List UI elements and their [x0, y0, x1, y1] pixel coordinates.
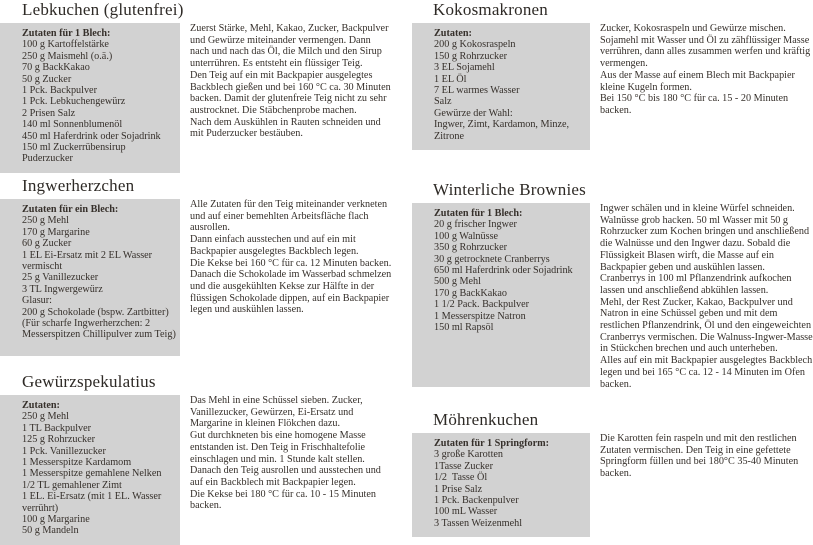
ingredient-line: 1 Messerspitze Natron — [434, 310, 526, 322]
instructions — [190, 395, 392, 512]
ingredient-line: 25 g Vanillezucker — [22, 272, 99, 284]
instruction-paragraph: Alle Zutaten für den Teig miteinander verkneten und auf einer bemehlten Arbeitsfläche flach ausrollen. — [190, 199, 388, 234]
recipe-title: Kokosmakronen — [433, 0, 548, 19]
ingredient-line: 60 g Zucker — [22, 238, 72, 250]
instruction-paragraph: Alles auf ein mit Backpapier ausgelegtes Backblech legen und bei 165 °C ca. 12 - 14 Minuten im Ofen backen. — [600, 355, 813, 390]
ingredient-line: Glasur: — [22, 295, 52, 307]
ingredient-line: 100 g Kartoffelstärke — [22, 39, 109, 51]
recipe-section-winterliche-brownies — [412, 180, 813, 390]
ingredient-line: 20 g frischer Ingwer — [434, 219, 517, 231]
instruction-paragraph: Danach die Schokolade im Wasserbad schmelzen und die ausgekühlten Kekse zur Hälfte in der flüssigen Schokolade dippen, auf ein Backpapier legen und auskühlen lassen. — [190, 269, 392, 316]
ingredient-line: 1 Messerspitze Kardamom — [22, 457, 132, 469]
instruction-paragraph: Die Kekse bei 180 °C für ca. 10 - 15 Minuten backen. — [190, 488, 376, 512]
ingredients-header: Zutaten für ein Blech: — [22, 204, 119, 215]
ingredients-list — [434, 39, 586, 142]
instruction-paragraph: Das Mehl in eine Schüssel sieben. Zucker, Vanillezucker, Gewürzen, Ei-Ersatz und Margarine in kleinen Flökchen dazu. — [190, 395, 363, 430]
instruction-paragraph: Aus der Masse auf einem Blech mit Backpapier kleine Kugeln formen. — [600, 69, 795, 93]
recipe-body — [412, 203, 813, 390]
ingredients-header: Zutaten: — [434, 28, 472, 39]
recipe-section-lebkuchen — [0, 0, 392, 173]
ingredient-line: 3 TL Ingwergewürz — [22, 283, 103, 295]
instruction-paragraph: Ingwer schälen und in kleine Würfel schneiden. Walnüsse grob hacken. 50 ml Wasser mit 50 g Rohrzucker zum Kochen bringen und anschließend die Walnüsse und den Ingwer dazu. Sobald die Flüssigkeit Blasen wirft, die Masse auf ein Backpapier geben und auskühlen lassen. — [600, 203, 810, 273]
instruction-paragraph: Nach dem Auskühlen in Rauten schneiden und mit Puderzucker bestäuben. — [190, 116, 381, 140]
ingredients-box — [412, 203, 590, 387]
ingredients-box — [412, 23, 590, 150]
ingredient-line: 125 g Rohrzucker — [22, 434, 95, 446]
recipe-title: Gewürzspekulatius — [22, 372, 156, 391]
ingredient-line: Gewürze der Wahl: — [434, 107, 513, 119]
instruction-paragraph: Dann einfach ausstechen und auf ein mit Backpapier ausgelegtes Backblech legen. — [190, 234, 359, 257]
ingredient-line: 100 g Margarine — [22, 514, 90, 526]
ingredients-list — [22, 39, 176, 164]
ingredient-line: 1 1/2 Pack. Backpulver — [434, 299, 530, 311]
ingredient-line: 1 Prise Salz — [434, 483, 483, 495]
ingredient-line: Ingwer, Zimt, Kardamon, Minze, Zitrone — [434, 119, 572, 142]
instruction-paragraph: Gut durchkneten bis eine homogene Masse entstanden ist. Den Teig in Frischhaltefolie einschlagen und min. 1 Stunde kalt stellen. — [190, 430, 366, 465]
ingredient-line: 100 g Walnüsse — [434, 230, 499, 242]
ingredient-line: 650 ml Haferdrink oder Sojadrink — [434, 265, 573, 277]
instruction-paragraph: Sojamehl mit Wasser und Öl zu zähflüssiger Masse verrühren, dann alles zusammen werfen und kräftig vermengen. — [600, 34, 811, 70]
ingredient-line: 140 ml Sonnenblumenöl — [22, 119, 123, 131]
ingredient-line: 250 g Mehl — [22, 215, 69, 227]
ingredient-line: 450 ml Haferdrink oder Sojadrink — [22, 130, 161, 142]
ingredient-line: 1 Pck. Backpulver — [22, 85, 97, 97]
ingredient-line: 1 EL Öl — [434, 73, 467, 85]
ingredient-line: 100 mL Wasser — [434, 506, 498, 518]
ingredient-line: 3 EL Sojamehl — [434, 62, 495, 74]
ingredient-line: 1 TL Backpulver — [22, 422, 92, 434]
ingredient-line: 350 g Rohrzucker — [434, 242, 507, 254]
ingredient-line: 150 ml Rapsöl — [434, 322, 494, 334]
recipe-title: Winterliche Brownies — [433, 180, 586, 199]
ingredient-line: 1 Messerspitze gemahlene Nelken — [22, 468, 162, 480]
ingredient-line: 150 ml Zuckerrübensirup — [22, 142, 126, 154]
instructions — [600, 203, 813, 390]
ingredient-line: 170 g Margarine — [22, 226, 90, 238]
instructions — [600, 433, 813, 480]
recipe-body — [412, 433, 813, 537]
instruction-paragraph: Die Karotten fein raspeln und mit den restlichen Zutaten vermischen. Den Teig in eine gefettete Springform füllen und bei 180°C 35-40 Minuten backen. — [600, 433, 799, 480]
ingredient-line: 70 g BackKakao — [22, 62, 90, 74]
ingredients-box — [0, 23, 180, 173]
instruction-paragraph: Danach den Teig ausrollen und ausstechen und auf ein Backblech mit Backpapier legen. — [190, 465, 381, 488]
ingredients-header: Zutaten für 1 Blech: — [22, 28, 111, 39]
ingredient-line: 1 Pck. Vanillezucker — [22, 445, 106, 457]
ingredient-line: 1 EL Ei-Ersatz mit 2 EL Wasser vermischt — [22, 249, 155, 273]
ingredient-line: Puderzucker — [22, 153, 73, 165]
ingredient-line: Salz — [434, 96, 452, 108]
recipe-body — [0, 395, 392, 545]
ingredient-line: 1Tasse Zucker — [434, 460, 493, 472]
ingredients-box — [0, 199, 180, 356]
ingredient-line: 250 g Maismehl (o.ä.) — [22, 50, 113, 62]
ingredient-line: 170 g BackKakao — [434, 287, 507, 299]
instruction-paragraph: Den Teig auf ein mit Backpapier ausgelegtes Backblech gießen und bei 160 °C ca. 30 Minuten backen. Damit der glutenfreie Teig nicht zu sehr austrocknet. Die Stäbchenprobe machen. — [190, 69, 391, 116]
recipe-title: Ingwerherzchen — [22, 176, 135, 195]
recipe-body — [0, 199, 392, 356]
ingredients-box — [0, 395, 180, 545]
ingredient-line: 500 g Mehl — [434, 276, 481, 288]
instructions — [190, 23, 392, 140]
ingredient-line: 200 g Schokolade (bspw. Zartbitter) — [22, 306, 169, 318]
instruction-paragraph: Zucker, Kokosraspeln und Gewürze mischen. — [600, 23, 786, 34]
ingredients-list — [22, 411, 176, 536]
ingredient-line: (Für scharfe Ingwerherzchen: 2 Messerspitzen Chillipulver zum Teig) — [22, 318, 176, 341]
ingredient-line: 200 g Kokosraspeln — [434, 39, 516, 51]
ingredients-list — [434, 219, 586, 333]
ingredients-list — [434, 449, 586, 529]
ingredient-line: 50 g Zucker — [22, 73, 72, 85]
recipe-body — [0, 23, 392, 173]
ingredient-line: 1/2 TL gemahlener Zimt — [22, 479, 122, 491]
recipe-title: Lebkuchen (glutenfrei) — [22, 0, 184, 19]
ingredient-line: 50 g Mandeln — [22, 525, 79, 537]
ingredients-header: Zutaten: — [22, 400, 60, 411]
recipe-section-ingwerherzchen — [0, 176, 392, 356]
ingredient-line: 150 g Rohrzucker — [434, 50, 507, 62]
recipe-section-kokosmakronen — [412, 0, 813, 150]
recipe-title: Möhrenkuchen — [433, 410, 539, 429]
instructions — [190, 199, 392, 316]
instruction-paragraph: Cranberrys in 100 ml Pflanzendrink aufkochen lassen und anschließend abkühlen lassen. — [600, 273, 792, 296]
ingredient-line: 30 g getrocknete Cranberrys — [434, 253, 550, 265]
instruction-paragraph: Mehl, der Rest Zucker, Kakao, Backpulver und Natron in eine Schüssel geben und mit dem restlichen Pflanzendrink, Öl und den eingeweichten Cranberrys vermischen. Die Walnuss-Ingwer-Masse in Stückchen brechen und auch unterheben. — [600, 296, 813, 355]
ingredient-line: 1/2 Tasse Öl — [434, 472, 488, 484]
ingredient-line: 250 g Mehl — [22, 411, 69, 423]
ingredient-line: 3 Tassen Weizenmehl — [434, 517, 523, 529]
recipe-section-gewuerzspekulatius — [0, 372, 392, 545]
ingredients-box — [412, 433, 590, 537]
ingredient-line: 1 Pck. Backenpulver — [434, 495, 519, 507]
ingredient-line: 1 Pck. Lebkuchengewürz — [22, 96, 126, 108]
ingredient-line: 1 EL. Ei-Ersatz (mit 1 EL. Wasser verrührt) — [22, 491, 164, 514]
ingredient-line: 2 Prisen Salz — [22, 107, 76, 119]
recipe-body — [412, 23, 813, 150]
ingredient-line: 3 große Karotten — [434, 449, 504, 461]
ingredients-header: Zutaten für 1 Blech: — [434, 208, 523, 219]
instructions — [600, 23, 813, 117]
recipe-section-moehrenkuchen — [412, 410, 813, 537]
ingredients-list — [22, 215, 176, 340]
ingredients-header: Zutaten für 1 Springform: — [434, 438, 549, 449]
instruction-paragraph: Bei 150 °C bis 180 °C für ca. 15 - 20 Minuten backen. — [600, 93, 789, 116]
instruction-paragraph: Die Kekse bei 160 °C für ca. 12 Minuten backen. — [190, 257, 392, 269]
ingredient-line: 7 EL warmes Wasser — [434, 85, 520, 97]
instruction-paragraph: Zuerst Stärke, Mehl, Kakao, Zucker, Backpulver und Gewürze miteinander vermengen. Dann nach und nach das Öl, die Milch und den Sirup unterrühren. Es entsteht ein flüssiger Teig. — [190, 23, 389, 70]
